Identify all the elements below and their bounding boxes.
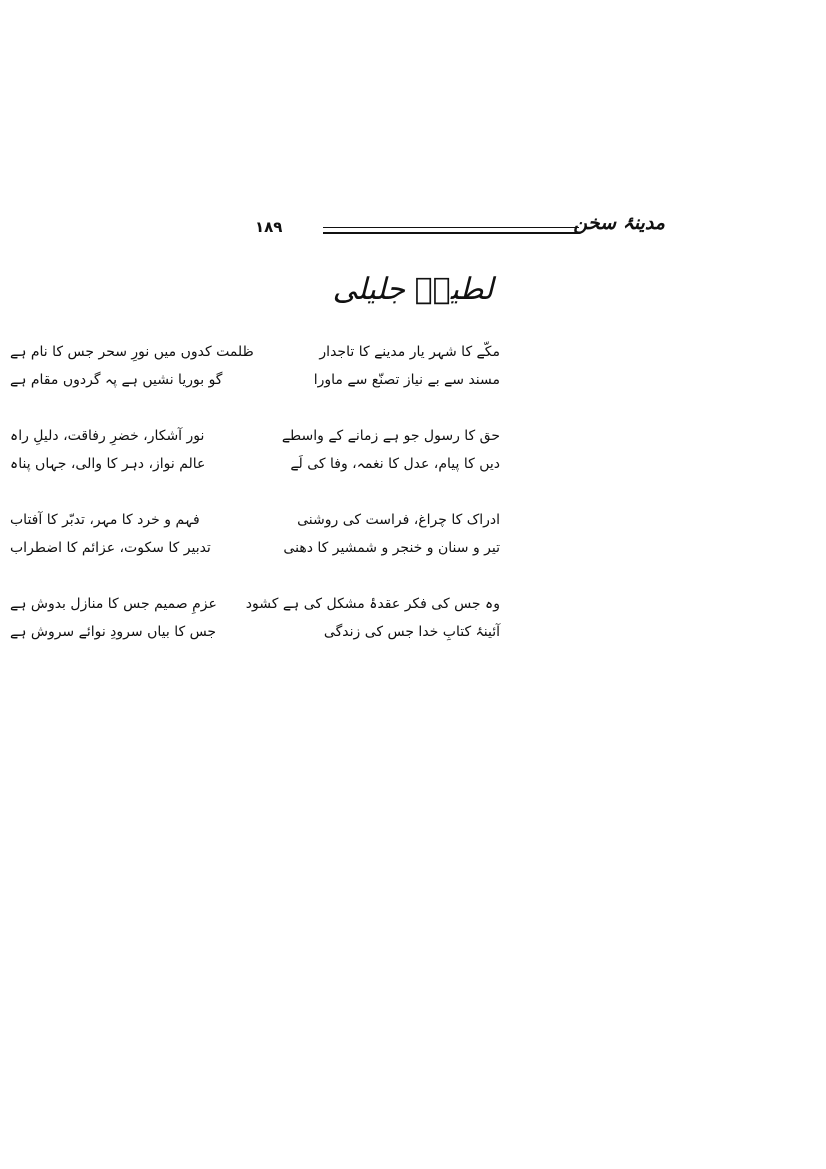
couplet bbox=[10, 534, 500, 562]
page-header bbox=[255, 212, 665, 248]
verse-second-line: گو بوریا نشیں ہے پہ گردوں مقام ہے bbox=[10, 372, 223, 388]
stanza bbox=[10, 422, 500, 478]
running-title: مدینۂ سخن bbox=[573, 212, 665, 234]
stanza bbox=[10, 590, 500, 646]
header-rule-line bbox=[323, 227, 579, 228]
stanza bbox=[10, 506, 500, 562]
verse-first-line: حق کا رسول جو ہے زمانے کے واسطے bbox=[281, 428, 500, 444]
header-rule-line bbox=[323, 232, 579, 234]
verse-first-line: ادراک کا چراغ، فراست کی روشنی bbox=[297, 512, 500, 528]
couplet bbox=[10, 450, 500, 478]
verse-first-line: مکّے کا شہر یار مدینے کا تاجدار bbox=[319, 344, 500, 360]
poem-title: لطیفؔ جلیلی bbox=[332, 272, 494, 307]
page-number: ۱۸۹ bbox=[255, 218, 283, 236]
verse-first-line: آئینۂ کتابِ خدا جس کی زندگی bbox=[323, 624, 500, 640]
verse-second-line: ظلمت کدوں میں نورِ سحر جس کا نام ہے bbox=[10, 344, 254, 360]
verse-first-line: وہ جس کی فکر عقدۂ مشکل کی ہے کشود bbox=[245, 596, 500, 612]
verse-second-line: فہم و خرد کا مہر، تدبّر کا آفتاب bbox=[10, 512, 200, 528]
stanza bbox=[10, 338, 500, 394]
couplet bbox=[10, 590, 500, 618]
couplet bbox=[10, 618, 500, 646]
poem-body bbox=[10, 338, 500, 678]
couplet bbox=[10, 506, 500, 534]
verse-second-line: جس کا بیاں سرودِ نوائے سروش ہے bbox=[10, 624, 217, 640]
couplet bbox=[10, 366, 500, 394]
header-rule bbox=[323, 227, 579, 238]
couplet bbox=[10, 338, 500, 366]
verse-second-line: عزمِ صمیم جس کا منازل بدوش ہے bbox=[10, 596, 217, 612]
verse-first-line: تیر و سنان و خنجر و شمشیر کا دھنی bbox=[283, 540, 500, 556]
verse-first-line: مسند سے بے نیاز تصنّع سے ماورا bbox=[313, 372, 500, 388]
verse-first-line: دیں کا پیام، عدل کا نغمہ، وفا کی لَے bbox=[290, 456, 500, 472]
couplet bbox=[10, 422, 500, 450]
verse-second-line: عالم نواز، دہر کا والی، جہاں پناہ bbox=[10, 456, 206, 472]
verse-second-line: تدبیر کا سکوت، عزائم کا اضطراب bbox=[10, 540, 211, 556]
verse-second-line: نور آشکار، خضرِ رفاقت، دلیلِ راہ bbox=[10, 428, 205, 444]
